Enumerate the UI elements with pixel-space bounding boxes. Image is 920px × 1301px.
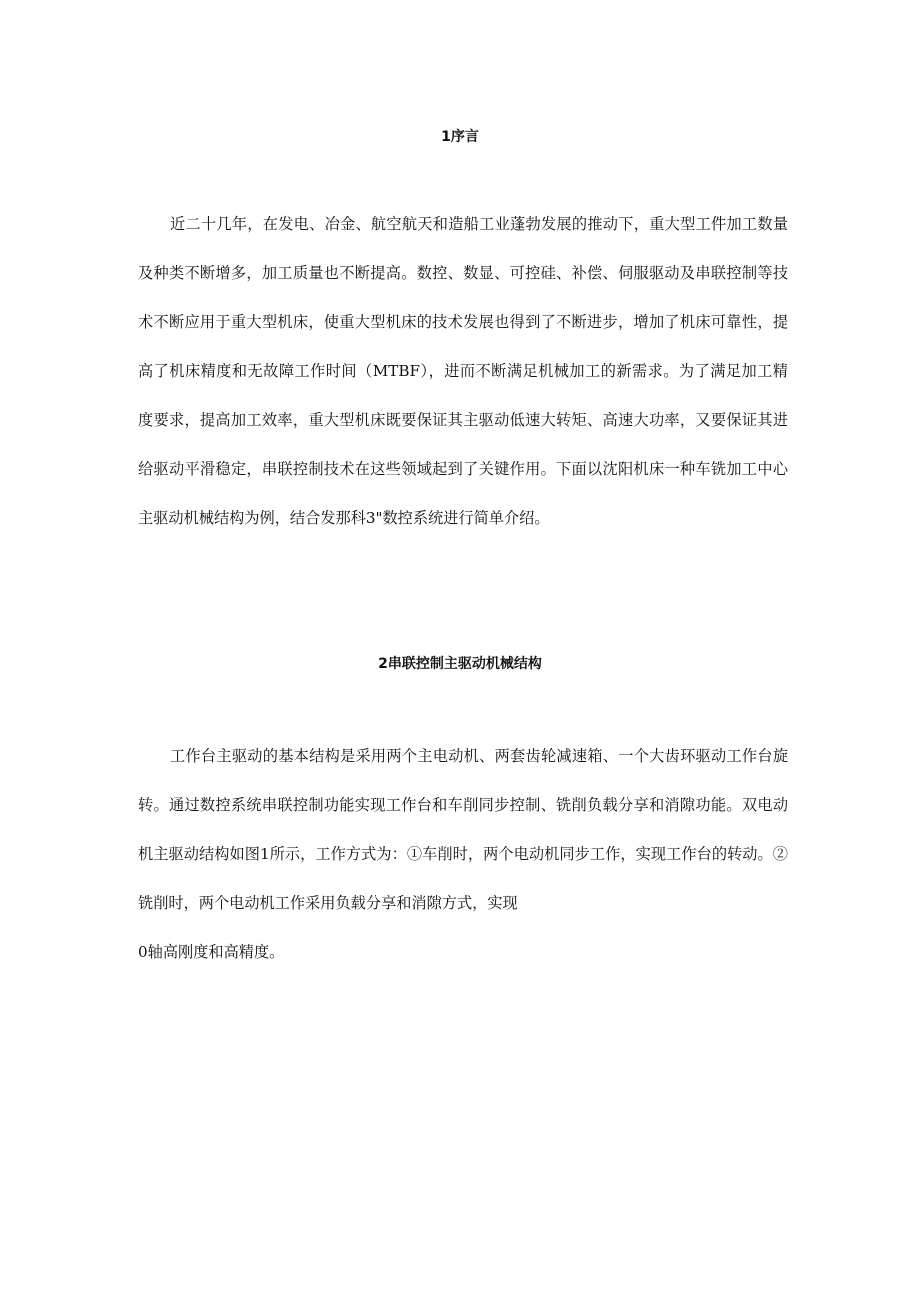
section-2-paragraph: [138, 746, 788, 942]
section-2-heading: 2串联控制主驱动机械结构: [378, 656, 542, 672]
paragraph-line: 高了机床精度和无故障工作时间（MTBF），进而不断满足机械加工的新需求。为了满足加工精: [138, 362, 788, 380]
paragraph-line: 0轴高刚度和高精度。: [138, 943, 285, 961]
paragraph-line: 铣削时，两个电动机工作采用负载分享和消隙方式，实现: [138, 894, 518, 912]
paragraph-line: 主驱动机械结构为例，结合发那科3"数控系统进行简单介绍。: [138, 509, 550, 527]
paragraph-line: 近二十几年，在发电、冶金、航空航天和造船工业蓬勃发展的推动下，重大型工件加工数量: [170, 215, 788, 233]
section-1-paragraph: [138, 214, 788, 557]
paragraph-line: 工作台主驱动的基本结构是采用两个主电动机、两套齿轮减速箱、一个大齿环驱动工作台旋: [170, 747, 788, 765]
paragraph-line: 转。通过数控系统串联控制功能实现工作台和车削同步控制、铣削负载分享和消隙功能。双电动: [138, 796, 788, 814]
section-2-tail: [138, 942, 788, 962]
paragraph-line: 度要求，提高加工效率，重大型机床既要保证其主驱动低速大转矩、高速大功率，又要保证其进: [138, 411, 788, 429]
paragraph-line: 及种类不断增多，加工质量也不断提高。数控、数显、可控硅、补偿、伺服驱动及串联控制等技: [138, 264, 788, 282]
paragraph-line: 给驱动平滑稳定，串联控制技术在这些领域起到了关键作用。下面以沈阳机床一种车铣加工中心: [138, 460, 788, 478]
paragraph-line: 术不断应用于重大型机床，使重大型机床的技术发展也得到了不断进步，增加了机床可靠性，提: [138, 313, 788, 331]
section-1-heading: 1序言: [441, 129, 479, 145]
paragraph-line: 机主驱动结构如图1所示，工作方式为：①车削时，两个电动机同步工作，实现工作台的转动。②: [138, 845, 788, 863]
